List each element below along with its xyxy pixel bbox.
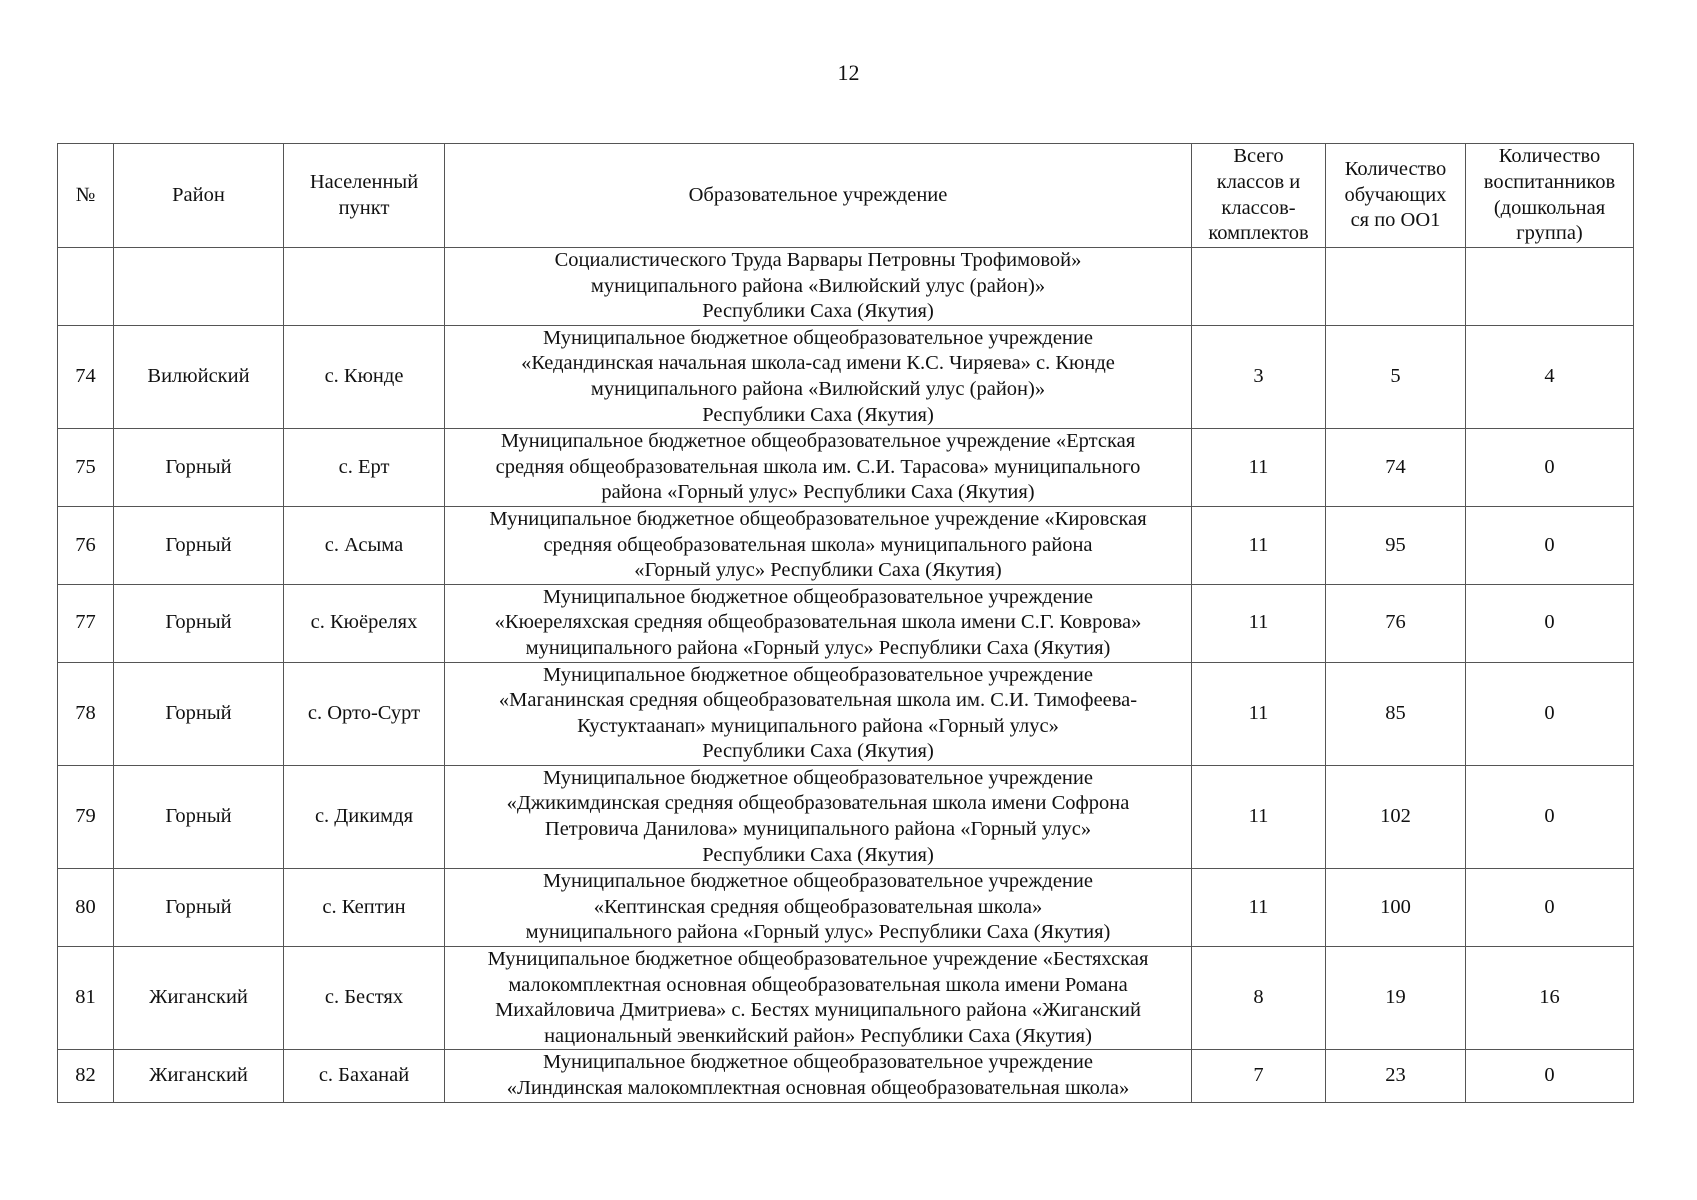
cell-classes bbox=[1192, 248, 1326, 326]
cell-students: 100 bbox=[1326, 869, 1466, 947]
cell-classes: 11 bbox=[1192, 869, 1326, 947]
cell-district: Горный bbox=[114, 584, 284, 662]
cell-preschool: 0 bbox=[1466, 506, 1634, 584]
cell-num: 76 bbox=[58, 506, 114, 584]
cell-classes: 3 bbox=[1192, 325, 1326, 428]
cell-preschool: 0 bbox=[1466, 429, 1634, 507]
cell-locality: с. Дикимдя bbox=[284, 765, 445, 868]
header-institution: Образовательное учреждение bbox=[445, 144, 1192, 248]
cell-classes: 11 bbox=[1192, 584, 1326, 662]
cell-locality bbox=[284, 248, 445, 326]
cell-district: Жиганский bbox=[114, 1050, 284, 1102]
cell-classes: 11 bbox=[1192, 765, 1326, 868]
page-number: 12 bbox=[837, 60, 860, 85]
cell-institution: Муниципальное бюджетное общеобразовательное учреждение «Маганинская средняя общеобразовательная школа им. С.И. Тимофеева- Кустуктаанап» муниципального района «Горный улус» Республики Саха (Якутия) bbox=[445, 662, 1192, 765]
cell-preschool: 0 bbox=[1466, 869, 1634, 947]
cell-district: Горный bbox=[114, 429, 284, 507]
cell-locality: с. Кюнде bbox=[284, 325, 445, 428]
cell-students: 76 bbox=[1326, 584, 1466, 662]
cell-institution: Муниципальное бюджетное общеобразовательное учреждение «Джикимдинская средняя общеобразовательная школа имени Софрона Петровича Данилова» муниципального района «Горный улус» Республики Саха (Якутия) bbox=[445, 765, 1192, 868]
cell-institution: Муниципальное бюджетное общеобразовательное учреждение «Кептинская средняя общеобразовательная школа» муниципального района «Горный улус» Республики Саха (Якутия) bbox=[445, 869, 1192, 947]
cell-district: Вилюйский bbox=[114, 325, 284, 428]
schools-table bbox=[57, 143, 1634, 1103]
cell-institution: Муниципальное бюджетное общеобразовательное учреждение «Кюереляхская средняя общеобразовательная школа имени С.Г. Коврова» муниципального района «Горный улус» Республики Саха (Якутия) bbox=[445, 584, 1192, 662]
cell-num: 82 bbox=[58, 1050, 114, 1102]
cell-preschool: 0 bbox=[1466, 584, 1634, 662]
header-district: Район bbox=[114, 144, 284, 248]
cell-classes: 11 bbox=[1192, 429, 1326, 507]
cell-num: 80 bbox=[58, 869, 114, 947]
cell-preschool: 0 bbox=[1466, 662, 1634, 765]
cell-district: Горный bbox=[114, 765, 284, 868]
cell-district: Горный bbox=[114, 506, 284, 584]
cell-num: 81 bbox=[58, 947, 114, 1050]
cell-district: Жиганский bbox=[114, 947, 284, 1050]
header-students: Количество обучающих ся по ОО1 bbox=[1326, 144, 1466, 248]
cell-district: Горный bbox=[114, 662, 284, 765]
cell-num: 77 bbox=[58, 584, 114, 662]
table-row bbox=[58, 584, 1634, 662]
table-row bbox=[58, 429, 1634, 507]
cell-district bbox=[114, 248, 284, 326]
table-row bbox=[58, 1050, 1634, 1102]
cell-preschool bbox=[1466, 248, 1634, 326]
cell-preschool: 16 bbox=[1466, 947, 1634, 1050]
cell-num: 78 bbox=[58, 662, 114, 765]
cell-classes: 11 bbox=[1192, 506, 1326, 584]
table-row bbox=[58, 506, 1634, 584]
table-row bbox=[58, 248, 1634, 326]
cell-institution: Муниципальное бюджетное общеобразовательное учреждение «Ертская средняя общеобразовательная школа им. С.И. Тарасова» муниципального района «Горный улус» Республики Саха (Якутия) bbox=[445, 429, 1192, 507]
cell-num: 75 bbox=[58, 429, 114, 507]
cell-locality: с. Орто-Сурт bbox=[284, 662, 445, 765]
cell-num: 79 bbox=[58, 765, 114, 868]
header-preschool: Количество воспитанников (дошкольная группа) bbox=[1466, 144, 1634, 248]
cell-num bbox=[58, 248, 114, 326]
cell-preschool: 0 bbox=[1466, 1050, 1634, 1102]
cell-students: 19 bbox=[1326, 947, 1466, 1050]
cell-institution: Социалистического Труда Варвары Петровны Трофимовой» муниципального района «Вилюйский улус (район)» Республики Саха (Якутия) bbox=[445, 248, 1192, 326]
cell-locality: с. Кептин bbox=[284, 869, 445, 947]
table-row bbox=[58, 325, 1634, 428]
table-row bbox=[58, 765, 1634, 868]
cell-students: 95 bbox=[1326, 506, 1466, 584]
cell-students: 23 bbox=[1326, 1050, 1466, 1102]
table-row bbox=[58, 662, 1634, 765]
cell-locality: с. Баханай bbox=[284, 1050, 445, 1102]
cell-classes: 11 bbox=[1192, 662, 1326, 765]
cell-students bbox=[1326, 248, 1466, 326]
header-classes: Всего классов и классов- комплектов bbox=[1192, 144, 1326, 248]
cell-preschool: 0 bbox=[1466, 765, 1634, 868]
cell-institution: Муниципальное бюджетное общеобразовательное учреждение «Кировская средняя общеобразовательная школа» муниципального района «Горный улус» Республики Саха (Якутия) bbox=[445, 506, 1192, 584]
table-row bbox=[58, 869, 1634, 947]
cell-students: 74 bbox=[1326, 429, 1466, 507]
cell-students: 5 bbox=[1326, 325, 1466, 428]
cell-institution: Муниципальное бюджетное общеобразовательное учреждение «Бестяхская малокомплектная основная общеобразовательная школа имени Романа Михайловича Дмитриева» с. Бестях муниципального района «Жиганский национальный эвенкийский район» Республики Саха (Якутия) bbox=[445, 947, 1192, 1050]
cell-num: 74 bbox=[58, 325, 114, 428]
cell-locality: с. Бестях bbox=[284, 947, 445, 1050]
cell-classes: 8 bbox=[1192, 947, 1326, 1050]
table-row bbox=[58, 947, 1634, 1050]
header-num: № bbox=[58, 144, 114, 248]
cell-institution: Муниципальное бюджетное общеобразовательное учреждение «Линдинская малокомплектная основная общеобразовательная школа» bbox=[445, 1050, 1192, 1102]
cell-classes: 7 bbox=[1192, 1050, 1326, 1102]
cell-locality: с. Кюёрелях bbox=[284, 584, 445, 662]
cell-locality: с. Асыма bbox=[284, 506, 445, 584]
cell-district: Горный bbox=[114, 869, 284, 947]
cell-students: 85 bbox=[1326, 662, 1466, 765]
header-locality: Населенный пункт bbox=[284, 144, 445, 248]
cell-students: 102 bbox=[1326, 765, 1466, 868]
cell-locality: с. Ерт bbox=[284, 429, 445, 507]
cell-preschool: 4 bbox=[1466, 325, 1634, 428]
cell-institution: Муниципальное бюджетное общеобразовательное учреждение «Кедандинская начальная школа-сад имени К.С. Чиряева» с. Кюнде муниципального района «Вилюйский улус (район)» Республики Саха (Якутия) bbox=[445, 325, 1192, 428]
table-header-row bbox=[58, 144, 1634, 248]
